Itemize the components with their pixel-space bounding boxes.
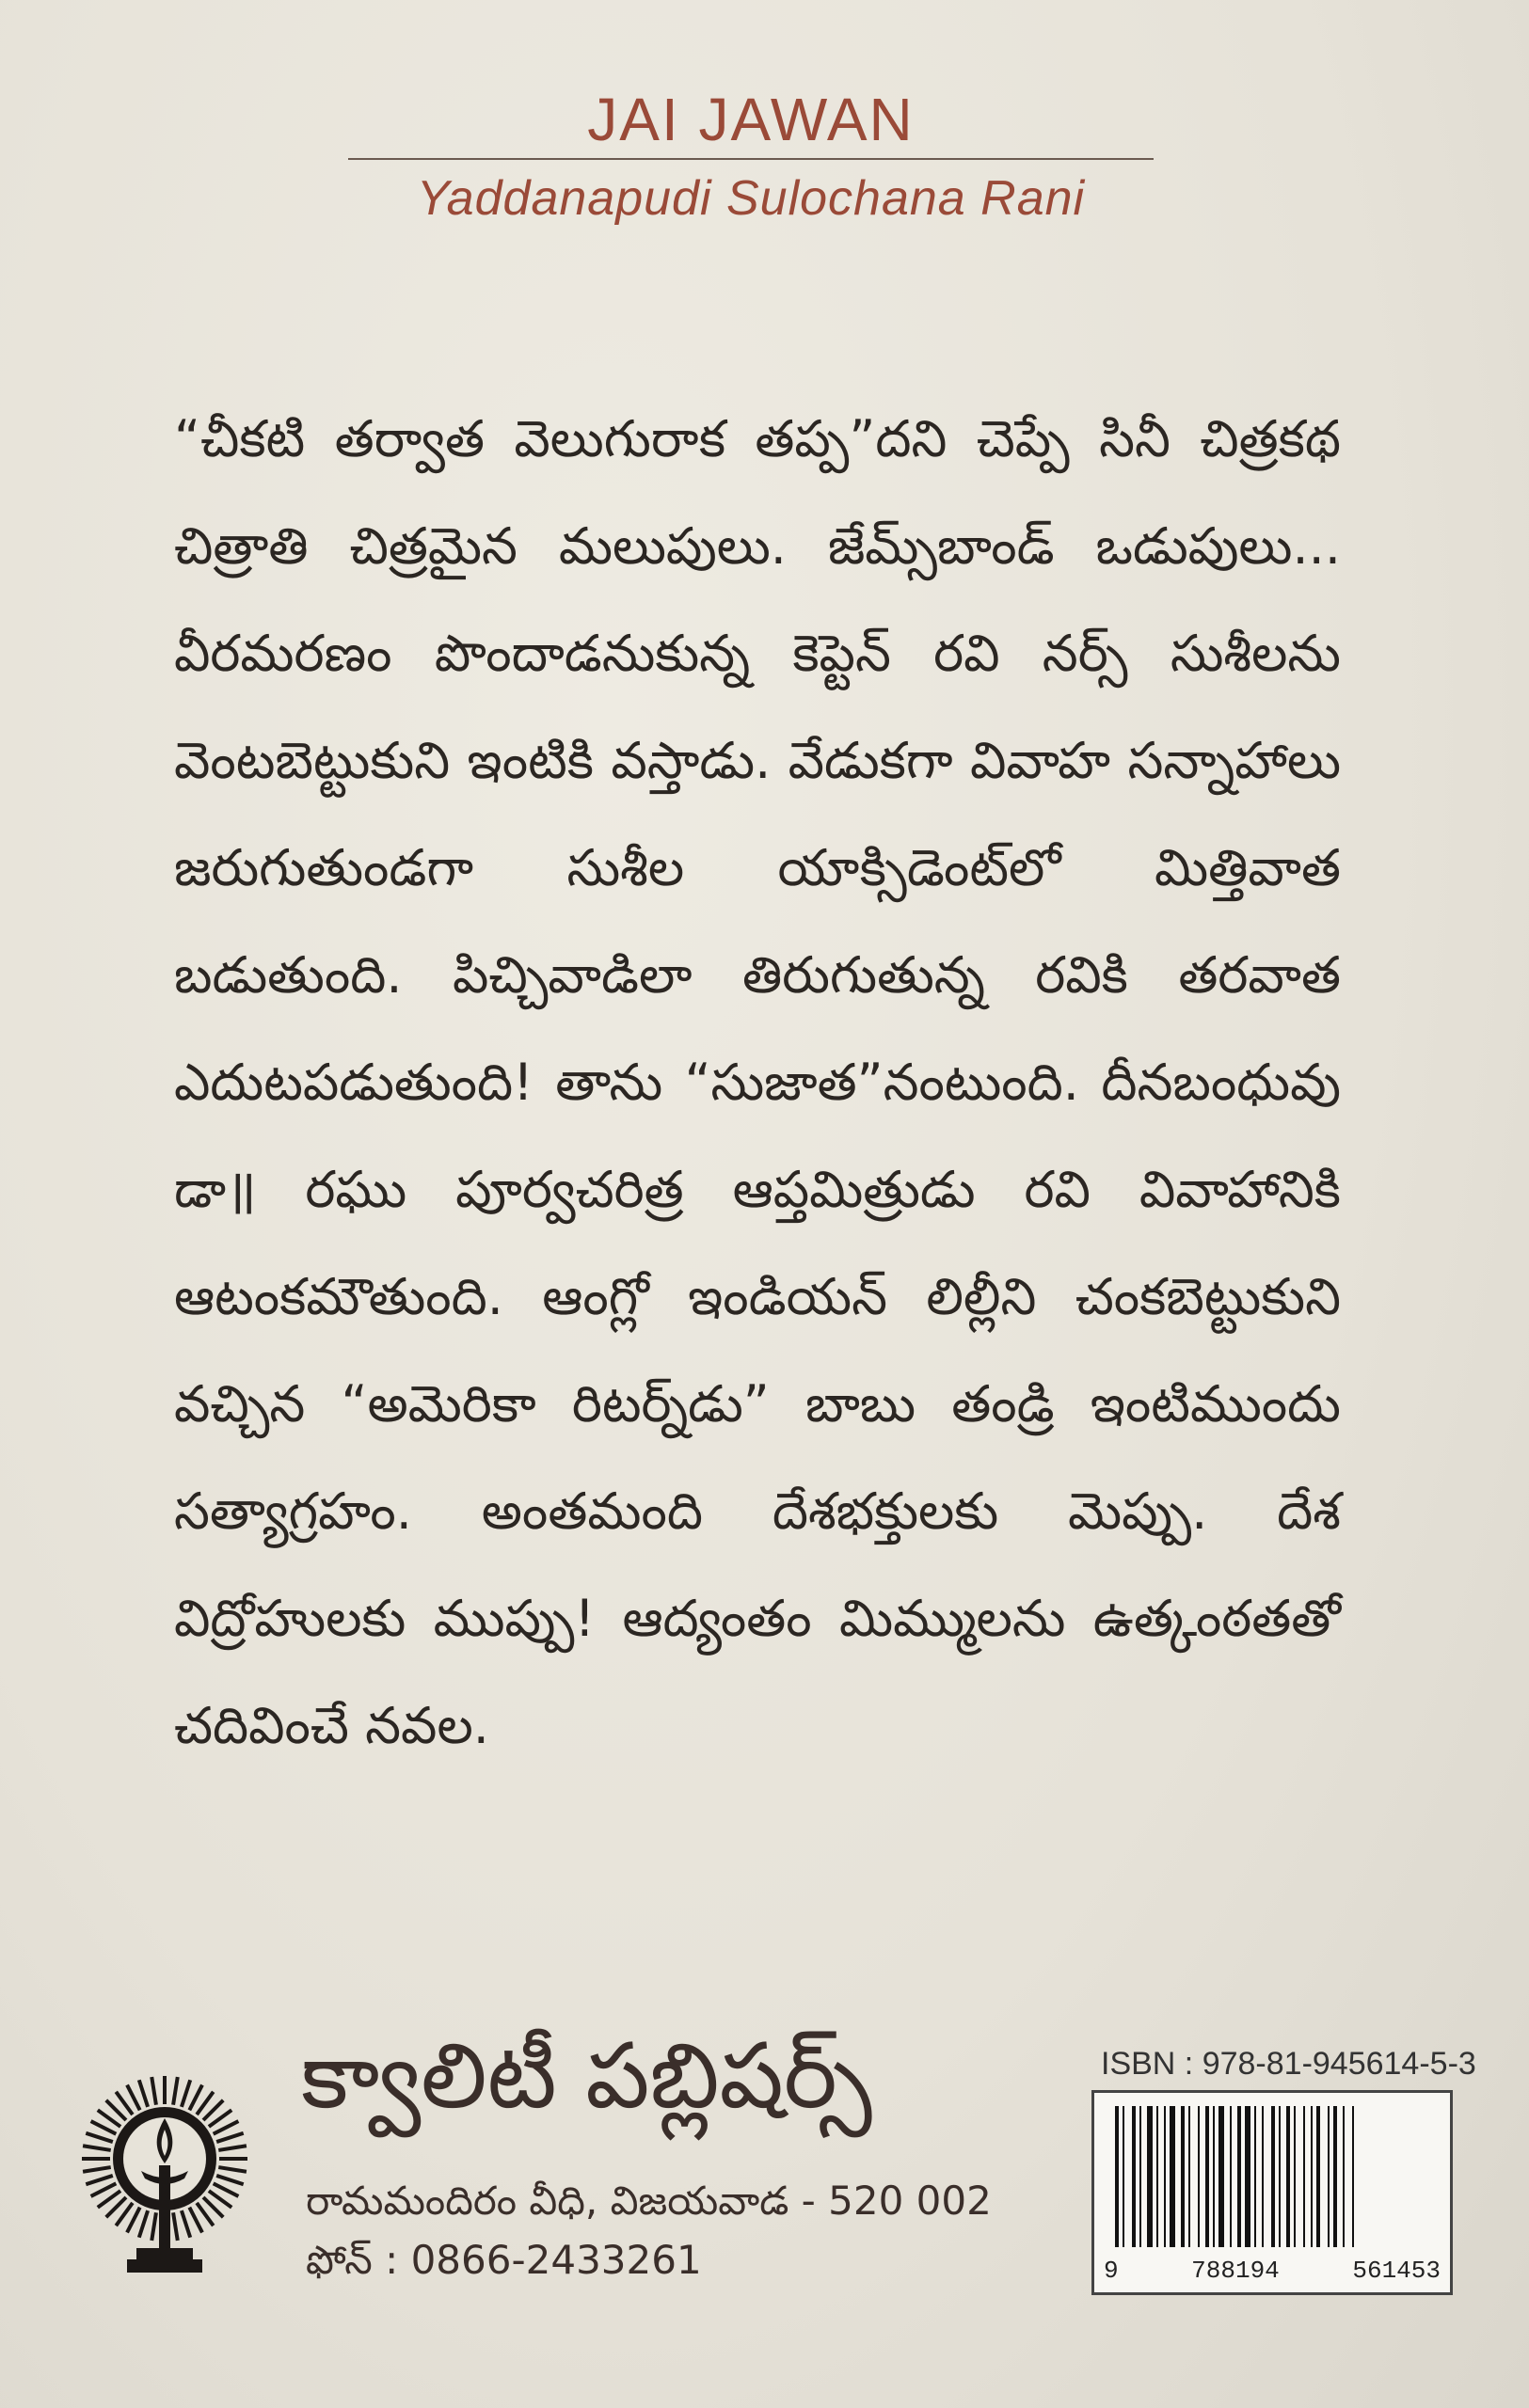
blurb-paragraph: “చీకటి తర్వాత వెలుగురాక తప్ప”దని చెప్పే సినీ చిత్రకథ చిత్రాతి చిత్రమైన మలుపులు. జేమ్స్‌బాండ్ ఒడుపులు... వీరమరణం పొందాడనుకున్న కెప్టెన్ రవి నర్స్ సుశీలను వెంటబెట్టుకుని ఇంటికి వస్తాడు. వేడుకగా వివాహ సన్నాహాలు జరుగుతుండగా సుశీల యాక్సిడెంట్‌లో మిత్తివాత బడుతుంది. పిచ్చివాడిలా తిరుగుతున్న రవికి తరవాత ఎదుటపడుతుంది! తాను “సుజాత”నంటుంది. దీనబంధువు డా॥ రఘు పూర్వచరిత్ర ఆప్తమిత్రుడు రవి వివాహానికి ఆటంకమౌతుంది. ఆంగ్లో ఇండియన్ లిల్లీని చంకబెట్టుకుని వచ్చిన “అమెరికా రిటర్న్‌డు” బాబు తండ్రి ఇంటిముందు సత్యాగ్రహం. అంతమంది దేశభక్తులకు మెప్పు. దేశ విద్రోహులకు ముప్పు! ఆద్యంతం మిమ్ములను ఉత్కంఠతతో చదివించే నవల. bbox=[174, 409, 1341, 1755]
publisher-address: రామమందిరం వీధి, విజయవాడ - 520 002 bbox=[306, 2178, 992, 2224]
lamp-emblem-icon bbox=[75, 2060, 254, 2286]
publisher-phone: ఫోన్ : 0866-2433261 bbox=[306, 2237, 702, 2283]
barcode-digit-lead: 9 bbox=[1104, 2257, 1119, 2285]
publisher-name: క్వాలిటీ పబ్లిషర్స్ bbox=[301, 2023, 872, 2129]
blurb-text bbox=[174, 386, 1341, 1780]
book-author: Yaddanapudi Sulochana Rani bbox=[416, 171, 1086, 226]
barcode-icon bbox=[1091, 2090, 1453, 2295]
title-divider bbox=[348, 158, 1154, 160]
book-title: JAI JAWAN bbox=[587, 86, 915, 153]
barcode-digits-left: 788194 bbox=[1191, 2257, 1280, 2285]
barcode-digits bbox=[1104, 2257, 1441, 2285]
barcode-digits-right: 561453 bbox=[1352, 2257, 1441, 2285]
isbn-label: ISBN : 978-81-945614-5-3 bbox=[1101, 2046, 1476, 2082]
